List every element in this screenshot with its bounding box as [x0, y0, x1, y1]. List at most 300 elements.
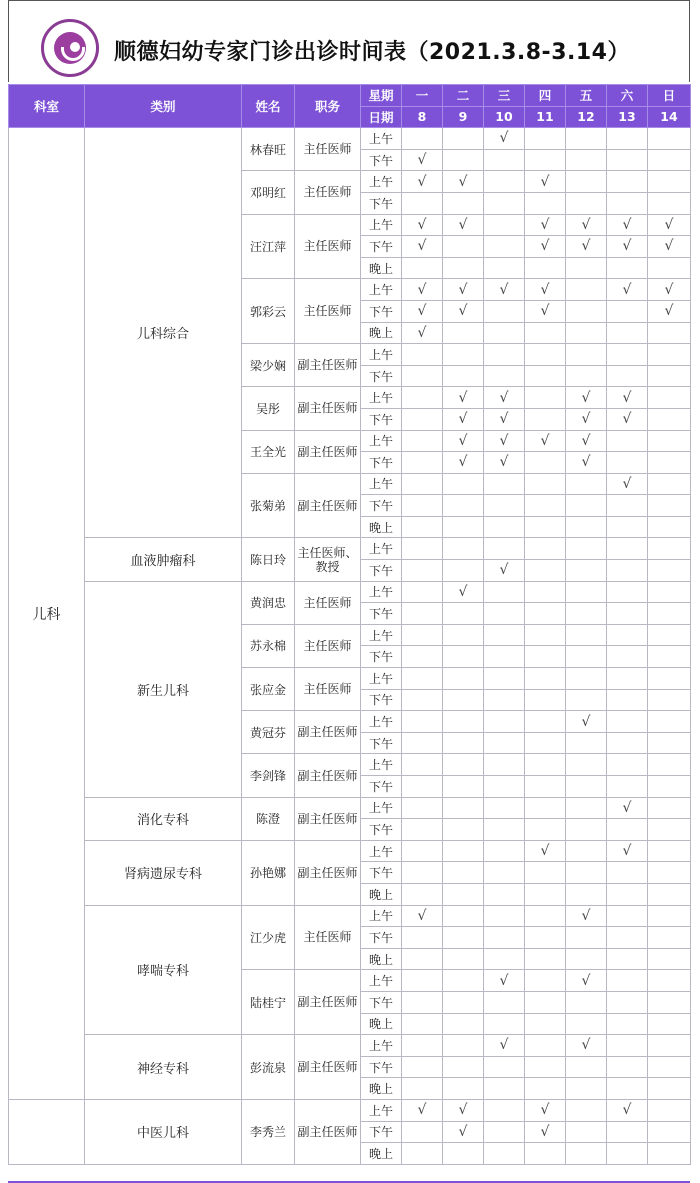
schedule-cell-day-3 [484, 862, 525, 884]
doctor-position: 主任医师 [295, 668, 361, 711]
schedule-cell-day-1 [402, 516, 443, 538]
schedule-cell-day-6 [607, 991, 648, 1013]
check-icon: √ [540, 1102, 550, 1119]
schedule-cell-day-1 [402, 452, 443, 474]
schedule-cell-day-7 [648, 214, 691, 236]
schedule-cell-day-3 [484, 819, 525, 841]
time-slot: 下午 [361, 452, 402, 474]
doctor-position: 副主任医师 [295, 430, 361, 473]
check-icon: √ [499, 411, 509, 428]
schedule-cell-day-6 [607, 668, 648, 690]
schedule-cell-day-7 [648, 516, 691, 538]
schedule-cell-day-4 [525, 668, 566, 690]
schedule-cell-day-2 [443, 495, 484, 517]
schedule-cell-day-5 [566, 214, 607, 236]
doctor-name: 江少虎 [242, 905, 295, 970]
schedule-cell-day-5 [566, 408, 607, 430]
time-slot: 上午 [361, 279, 402, 301]
schedule-cell-day-7 [648, 1078, 691, 1100]
doctor-name: 吴彤 [242, 387, 295, 430]
schedule-cell-day-4 [525, 711, 566, 733]
schedule-cell-day-6 [607, 646, 648, 668]
check-icon: √ [417, 281, 427, 298]
schedule-cell-day-2 [443, 365, 484, 387]
doctor-name: 张应金 [242, 668, 295, 711]
check-icon: √ [499, 432, 509, 449]
schedule-cell-day-5 [566, 711, 607, 733]
schedule-body [9, 128, 691, 1165]
weekday-header-row [9, 85, 691, 107]
schedule-cell-day-1 [402, 128, 443, 150]
check-icon: √ [622, 238, 632, 255]
time-slot: 上午 [361, 754, 402, 776]
doctor-name: 黄冠芬 [242, 711, 295, 754]
hospital-logo [41, 19, 99, 77]
department-cell-empty [9, 1099, 85, 1164]
check-icon: √ [499, 1037, 509, 1054]
schedule-cell-day-3 [484, 689, 525, 711]
category-cell: 新生儿科 [85, 581, 242, 797]
schedule-cell-day-2 [443, 732, 484, 754]
schedule-cell-day-2 [443, 754, 484, 776]
schedule-cell-day-1 [402, 819, 443, 841]
schedule-cell-day-3 [484, 797, 525, 819]
schedule-cell-day-7 [648, 300, 691, 322]
schedule-cell-day-3 [484, 603, 525, 625]
schedule-cell-day-5 [566, 776, 607, 798]
schedule-cell-day-7 [648, 149, 691, 171]
check-icon: √ [458, 216, 468, 233]
schedule-cell-day-4 [525, 1143, 566, 1165]
schedule-cell-day-3 [484, 257, 525, 279]
schedule-cell-day-2 [443, 624, 484, 646]
check-icon: √ [581, 216, 591, 233]
doctor-name: 孙艳娜 [242, 840, 295, 905]
schedule-cell-day-1 [402, 732, 443, 754]
schedule-table [8, 84, 691, 1165]
schedule-cell-day-1 [402, 1056, 443, 1078]
schedule-cell-day-1 [402, 214, 443, 236]
schedule-cell-day-3 [484, 776, 525, 798]
time-slot: 晚上 [361, 883, 402, 905]
schedule-cell-day-7 [648, 732, 691, 754]
schedule-cell-day-4 [525, 516, 566, 538]
schedule-cell-day-5 [566, 128, 607, 150]
schedule-cell-day-6 [607, 538, 648, 560]
schedule-cell-day-4 [525, 646, 566, 668]
schedule-cell-day-6 [607, 581, 648, 603]
schedule-cell-day-2 [443, 646, 484, 668]
doctor-name: 陈澄 [242, 797, 295, 840]
schedule-cell-day-4 [525, 365, 566, 387]
schedule-cell-day-6 [607, 797, 648, 819]
doctor-position: 副主任医师 [295, 473, 361, 538]
schedule-cell-day-6 [607, 862, 648, 884]
schedule-cell-day-2 [443, 236, 484, 258]
check-icon: √ [581, 1037, 591, 1054]
time-slot: 下午 [361, 927, 402, 949]
schedule-cell-day-5 [566, 991, 607, 1013]
schedule-row [9, 581, 691, 603]
schedule-cell-day-3 [484, 387, 525, 409]
check-icon: √ [581, 713, 591, 730]
schedule-cell-day-5 [566, 1121, 607, 1143]
schedule-cell-day-5 [566, 754, 607, 776]
time-slot: 下午 [361, 1056, 402, 1078]
check-icon: √ [458, 173, 468, 190]
schedule-cell-day-1 [402, 1013, 443, 1035]
schedule-cell-day-5 [566, 560, 607, 582]
schedule-cell-day-4 [525, 538, 566, 560]
schedule-cell-day-5 [566, 1035, 607, 1057]
schedule-cell-day-3 [484, 236, 525, 258]
schedule-cell-day-4 [525, 862, 566, 884]
schedule-cell-day-4 [525, 948, 566, 970]
schedule-cell-day-7 [648, 430, 691, 452]
schedule-cell-day-5 [566, 927, 607, 949]
doctor-name: 邓明红 [242, 171, 295, 214]
schedule-cell-day-6 [607, 1078, 648, 1100]
schedule-cell-day-2 [443, 387, 484, 409]
schedule-cell-day-4 [525, 883, 566, 905]
time-slot: 上午 [361, 387, 402, 409]
schedule-cell-day-4 [525, 840, 566, 862]
schedule-cell-day-2 [443, 689, 484, 711]
schedule-cell-day-6 [607, 624, 648, 646]
check-icon: √ [499, 281, 509, 298]
schedule-cell-day-2 [443, 171, 484, 193]
schedule-cell-day-7 [648, 840, 691, 862]
schedule-cell-day-4 [525, 819, 566, 841]
schedule-cell-day-7 [648, 883, 691, 905]
schedule-cell-day-5 [566, 171, 607, 193]
check-icon: √ [458, 389, 468, 406]
schedule-cell-day-5 [566, 538, 607, 560]
schedule-cell-day-7 [648, 581, 691, 603]
weekday-label: 星期 [361, 85, 402, 107]
schedule-cell-day-4 [525, 1013, 566, 1035]
schedule-cell-day-6 [607, 603, 648, 625]
schedule-cell-day-7 [648, 279, 691, 301]
date-12: 12 [566, 106, 607, 128]
schedule-cell-day-7 [648, 603, 691, 625]
doctor-position: 副主任医师 [295, 711, 361, 754]
doctor-name: 彭流泉 [242, 1035, 295, 1100]
schedule-cell-day-2 [443, 1013, 484, 1035]
time-slot: 下午 [361, 236, 402, 258]
time-slot: 上午 [361, 1099, 402, 1121]
schedule-cell-day-6 [607, 495, 648, 517]
schedule-cell-day-4 [525, 732, 566, 754]
schedule-cell-day-2 [443, 883, 484, 905]
schedule-cell-day-6 [607, 1056, 648, 1078]
schedule-cell-day-6 [607, 711, 648, 733]
schedule-cell-day-7 [648, 1035, 691, 1057]
schedule-cell-day-6 [607, 322, 648, 344]
schedule-cell-day-4 [525, 279, 566, 301]
schedule-cell-day-7 [648, 1099, 691, 1121]
check-icon: √ [540, 432, 550, 449]
schedule-cell-day-5 [566, 236, 607, 258]
check-icon: √ [499, 130, 509, 147]
category-cell: 消化专科 [85, 797, 242, 840]
schedule-cell-day-1 [402, 495, 443, 517]
schedule-row [9, 1099, 691, 1121]
logo-arc-shape [61, 47, 85, 61]
doctor-name: 汪江萍 [242, 214, 295, 279]
category-cell: 哮喘专科 [85, 905, 242, 1035]
schedule-cell-day-6 [607, 149, 648, 171]
schedule-cell-day-1 [402, 883, 443, 905]
doctor-position: 副主任医师 [295, 970, 361, 1035]
schedule-cell-day-1 [402, 711, 443, 733]
department-header: 科室 [9, 85, 85, 128]
schedule-cell-day-4 [525, 560, 566, 582]
schedule-cell-day-7 [648, 387, 691, 409]
schedule-cell-day-7 [648, 1013, 691, 1035]
check-icon: √ [581, 907, 591, 924]
schedule-cell-day-7 [648, 128, 691, 150]
schedule-cell-day-1 [402, 948, 443, 970]
schedule-cell-day-5 [566, 646, 607, 668]
schedule-cell-day-1 [402, 149, 443, 171]
schedule-cell-day-1 [402, 1099, 443, 1121]
time-slot: 下午 [361, 991, 402, 1013]
schedule-cell-day-4 [525, 192, 566, 214]
schedule-cell-day-6 [607, 128, 648, 150]
schedule-cell-day-7 [648, 948, 691, 970]
time-slot: 下午 [361, 300, 402, 322]
doctor-position: 主任医师 [295, 624, 361, 667]
schedule-cell-day-4 [525, 1121, 566, 1143]
check-icon: √ [664, 303, 674, 320]
schedule-cell-day-7 [648, 322, 691, 344]
schedule-cell-day-1 [402, 646, 443, 668]
category-cell: 儿科综合 [85, 128, 242, 538]
schedule-cell-day-7 [648, 927, 691, 949]
schedule-cell-day-1 [402, 387, 443, 409]
schedule-cell-day-5 [566, 300, 607, 322]
schedule-cell-day-5 [566, 819, 607, 841]
schedule-cell-day-6 [607, 452, 648, 474]
schedule-cell-day-3 [484, 840, 525, 862]
time-slot: 下午 [361, 732, 402, 754]
schedule-cell-day-5 [566, 970, 607, 992]
schedule-cell-day-5 [566, 344, 607, 366]
check-icon: √ [499, 389, 509, 406]
schedule-cell-day-4 [525, 300, 566, 322]
schedule-cell-day-3 [484, 560, 525, 582]
schedule-cell-day-4 [525, 927, 566, 949]
weekday-sun: 日 [648, 85, 691, 107]
schedule-cell-day-6 [607, 365, 648, 387]
schedule-cell-day-3 [484, 991, 525, 1013]
schedule-cell-day-1 [402, 776, 443, 798]
schedule-cell-day-7 [648, 668, 691, 690]
schedule-cell-day-4 [525, 581, 566, 603]
time-slot: 上午 [361, 171, 402, 193]
time-slot: 晚上 [361, 1143, 402, 1165]
category-cell: 肾病遗尿专科 [85, 840, 242, 905]
date-label: 日期 [361, 106, 402, 128]
check-icon: √ [458, 1123, 468, 1140]
schedule-cell-day-1 [402, 603, 443, 625]
schedule-cell-day-1 [402, 862, 443, 884]
check-icon: √ [622, 843, 632, 860]
doctor-name: 梁少娴 [242, 344, 295, 387]
schedule-cell-day-7 [648, 452, 691, 474]
schedule-cell-day-5 [566, 905, 607, 927]
schedule-cell-day-7 [648, 538, 691, 560]
doctor-position: 副主任医师 [295, 754, 361, 797]
doctor-name: 王全光 [242, 430, 295, 473]
schedule-cell-day-4 [525, 1056, 566, 1078]
schedule-cell-day-2 [443, 819, 484, 841]
schedule-cell-day-1 [402, 1121, 443, 1143]
check-icon: √ [499, 562, 509, 579]
schedule-cell-day-6 [607, 732, 648, 754]
doctor-name: 陈日玲 [242, 538, 295, 581]
schedule-cell-day-5 [566, 1078, 607, 1100]
schedule-cell-day-5 [566, 581, 607, 603]
check-icon: √ [622, 411, 632, 428]
schedule-cell-day-7 [648, 495, 691, 517]
schedule-cell-day-6 [607, 473, 648, 495]
schedule-cell-day-2 [443, 862, 484, 884]
page-title: 顺德妇幼专家门诊出诊时间表（2021.3.8-3.14） [114, 40, 630, 65]
schedule-cell-day-4 [525, 344, 566, 366]
time-slot: 晚上 [361, 1013, 402, 1035]
schedule-cell-day-2 [443, 1078, 484, 1100]
check-icon: √ [622, 389, 632, 406]
check-icon: √ [499, 972, 509, 989]
doctor-name: 张菊弟 [242, 473, 295, 538]
doctor-name: 黄润忠 [242, 581, 295, 624]
schedule-cell-day-3 [484, 322, 525, 344]
schedule-cell-day-2 [443, 279, 484, 301]
category-header: 类别 [85, 85, 242, 128]
schedule-cell-day-7 [648, 365, 691, 387]
schedule-cell-day-7 [648, 797, 691, 819]
schedule-cell-day-6 [607, 214, 648, 236]
schedule-cell-day-4 [525, 1035, 566, 1057]
time-slot: 下午 [361, 560, 402, 582]
schedule-cell-day-6 [607, 387, 648, 409]
schedule-cell-day-4 [525, 495, 566, 517]
doctor-position: 主任医师 [295, 581, 361, 624]
schedule-cell-day-3 [484, 624, 525, 646]
schedule-cell-day-5 [566, 1013, 607, 1035]
schedule-cell-day-4 [525, 689, 566, 711]
schedule-cell-day-7 [648, 754, 691, 776]
doctor-name: 苏永棉 [242, 624, 295, 667]
check-icon: √ [540, 1123, 550, 1140]
check-icon: √ [458, 411, 468, 428]
doctor-position: 副主任医师 [295, 344, 361, 387]
check-icon: √ [417, 152, 427, 169]
schedule-cell-day-1 [402, 797, 443, 819]
position-header: 职务 [295, 85, 361, 128]
schedule-cell-day-5 [566, 1056, 607, 1078]
schedule-cell-day-3 [484, 1121, 525, 1143]
doctor-name: 陆桂宁 [242, 970, 295, 1035]
schedule-cell-day-5 [566, 732, 607, 754]
doctor-position: 主任医师 [295, 905, 361, 970]
doctor-name: 郭彩云 [242, 279, 295, 344]
doctor-position: 主任医师 [295, 171, 361, 214]
schedule-cell-day-3 [484, 948, 525, 970]
schedule-row [9, 797, 691, 819]
schedule-cell-day-4 [525, 214, 566, 236]
schedule-row [9, 538, 691, 560]
time-slot: 晚上 [361, 1078, 402, 1100]
schedule-cell-day-4 [525, 430, 566, 452]
schedule-cell-day-4 [525, 408, 566, 430]
schedule-cell-day-4 [525, 387, 566, 409]
schedule-cell-day-3 [484, 1035, 525, 1057]
schedule-cell-day-6 [607, 689, 648, 711]
schedule-cell-day-1 [402, 560, 443, 582]
schedule-cell-day-6 [607, 883, 648, 905]
schedule-cell-day-3 [484, 1056, 525, 1078]
time-slot: 晚上 [361, 257, 402, 279]
schedule-cell-day-5 [566, 797, 607, 819]
check-icon: √ [581, 411, 591, 428]
schedule-cell-day-5 [566, 257, 607, 279]
time-slot: 下午 [361, 603, 402, 625]
schedule-cell-day-3 [484, 171, 525, 193]
check-icon: √ [417, 324, 427, 341]
category-cell: 中医儿科 [85, 1099, 242, 1164]
schedule-cell-day-2 [443, 797, 484, 819]
schedule-cell-day-5 [566, 624, 607, 646]
schedule-cell-day-7 [648, 473, 691, 495]
check-icon: √ [458, 583, 468, 600]
schedule-cell-day-6 [607, 819, 648, 841]
schedule-cell-day-1 [402, 905, 443, 927]
schedule-cell-day-3 [484, 1078, 525, 1100]
schedule-cell-day-1 [402, 754, 443, 776]
schedule-row [9, 1035, 691, 1057]
check-icon: √ [664, 216, 674, 233]
check-icon: √ [622, 216, 632, 233]
schedule-cell-day-2 [443, 1143, 484, 1165]
schedule-cell-day-5 [566, 948, 607, 970]
schedule-cell-day-1 [402, 473, 443, 495]
schedule-cell-day-1 [402, 192, 443, 214]
schedule-row [9, 905, 691, 927]
schedule-cell-day-1 [402, 430, 443, 452]
time-slot: 上午 [361, 711, 402, 733]
schedule-cell-day-7 [648, 624, 691, 646]
schedule-cell-day-7 [648, 344, 691, 366]
department-cell: 儿科 [9, 128, 85, 1100]
check-icon: √ [417, 303, 427, 320]
schedule-cell-day-1 [402, 344, 443, 366]
category-cell: 神经专科 [85, 1035, 242, 1100]
schedule-cell-day-5 [566, 279, 607, 301]
weekday-tue: 二 [443, 85, 484, 107]
schedule-cell-day-5 [566, 495, 607, 517]
schedule-cell-day-1 [402, 689, 443, 711]
schedule-cell-day-6 [607, 776, 648, 798]
schedule-cell-day-3 [484, 128, 525, 150]
doctor-position: 主任医师、教授 [295, 538, 361, 581]
schedule-cell-day-7 [648, 1143, 691, 1165]
schedule-cell-day-2 [443, 560, 484, 582]
check-icon: √ [458, 454, 468, 471]
mother-child-icon [54, 32, 86, 64]
